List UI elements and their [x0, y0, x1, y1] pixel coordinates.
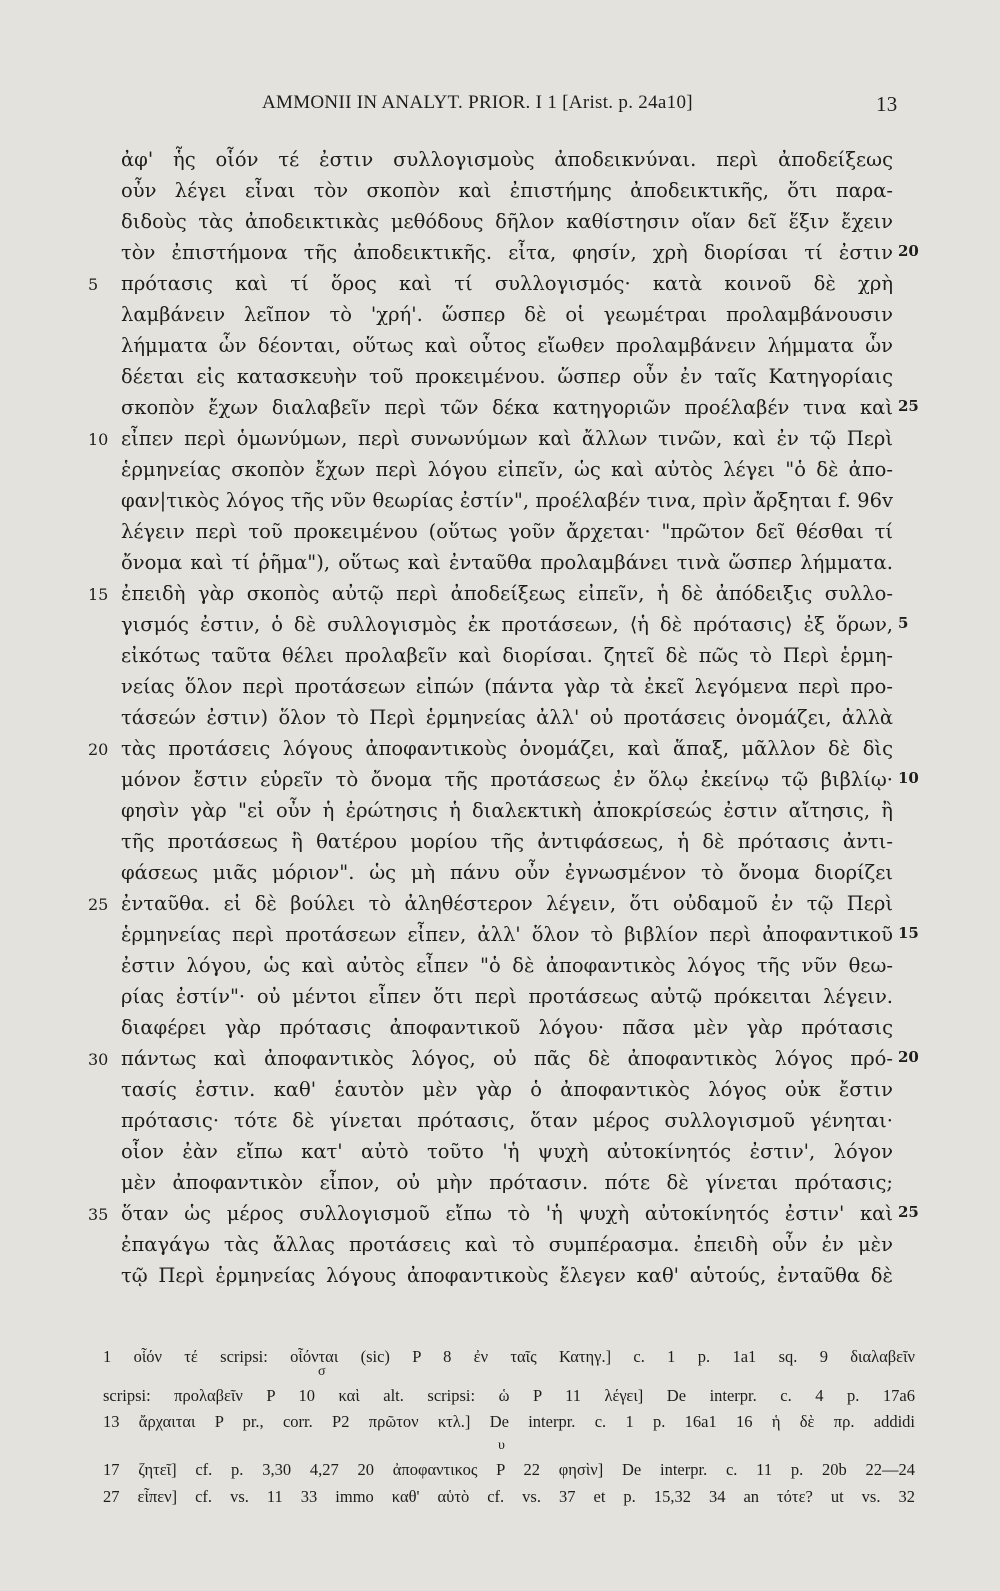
- margin-number: 5: [898, 614, 909, 632]
- margin-number: 25: [898, 1203, 919, 1221]
- margin-number: 20: [898, 1048, 919, 1066]
- apparatus-line: 17 ζητεῖ] cf. p. 3,30 4,27 20 ἀποφαντικος P 22 φησὶν] De interpr. c. 11 p. 20b 22—24: [103, 1460, 915, 1479]
- line-number: 30: [88, 1050, 109, 1069]
- text-line: οἷον ἐὰν εἴπω κατ' αὐτὸ τοῦτο 'ἡ ψυχὴ αὐτοκίνητός ἐστιν', λόγον: [121, 1140, 893, 1163]
- text-line: δέεται εἰς κατασκευὴν τοῦ προκειμένου. ὥσπερ οὖν ἐν ταῖς Κατηγορίαις: [121, 365, 893, 388]
- page-header: [0, 92, 1000, 122]
- margin-number: 10: [898, 769, 919, 787]
- margin-number: 15: [898, 924, 919, 942]
- apparatus-line: scripsi: προλαβεῖν P 10 καὶ alt. scripsi: ὡ P 11 λέγει] De interpr. c. 4 p. 17a6: [103, 1386, 915, 1405]
- page-number: 13: [876, 92, 898, 116]
- text-line: ἐπαγάγω τὰς ἄλλας προτάσεις καὶ τὸ συμπέρασμα. ἐπειδὴ οὖν ἐν μὲν: [121, 1233, 893, 1256]
- text-line: τὸν ἐπιστήμονα τῆς ἀποδεικτικῆς. εἶτα, φησίν, χρὴ διορίσαι τί ἐστιν: [121, 241, 893, 264]
- text-line: τῷ Περὶ ἑρμηνείας λόγους ἀποφαντικοὺς ἔλεγεν καθ' αὑτούς, ἐνταῦθα δὲ: [121, 1264, 893, 1287]
- apparatus-line: 13 ἄρχαιται P pr., corr. P2 πρῶτον κτλ.] De interpr. c. 1 p. 16a1 16 ἡ δὲ πρ. addidi: [103, 1412, 915, 1431]
- line-number: 20: [88, 740, 109, 759]
- text-line: λέγειν περὶ τοῦ προκειμένου (οὕτως γοῦν ἄρχεται· "πρῶτον δεῖ θέσθαι τί: [121, 520, 893, 543]
- line-number: 5: [88, 275, 99, 294]
- line-number: 25: [88, 895, 109, 914]
- text-line: τὰς προτάσεις λόγους ἀποφαντικοὺς ὀνομάζει, καὶ ἅπαξ, μᾶλλον δὲ δὶς: [121, 737, 893, 760]
- text-line: ὄνομα καὶ τί ῥῆμα"), οὕτως καὶ ἐνταῦθα προλαμβάνει τινὰ ὥσπερ λήμματα.: [121, 551, 893, 574]
- text-line: πρότασις καὶ τί ὅρος καὶ τί συλλογισμός· κατὰ κοινοῦ δὲ χρὴ: [121, 272, 893, 295]
- text-line: γισμός ἐστιν, ὁ δὲ συλλογισμὸς ἐκ προτάσεων, ⟨ἡ δὲ πρότασις⟩ ἐξ ὅρων,: [121, 613, 893, 636]
- text-line: τῆς προτάσεως ἢ θατέρου μορίου τῆς ἀντιφάσεως, ἡ δὲ πρότασις ἀντι-: [121, 830, 893, 853]
- text-line: ἑρμηνείας σκοπὸν ἔχων περὶ λόγου εἰπεῖν, ὡς καὶ αὐτὸς λέγει "ὁ δὲ ἀπο-: [121, 458, 893, 481]
- text-line: πάντως καὶ ἀποφαντικὸς λόγος, οὐ πᾶς δὲ ἀποφαντικὸς λόγος πρό-: [121, 1047, 893, 1070]
- line-number: 35: [88, 1205, 109, 1224]
- text-line: ἑρμηνείας περὶ προτάσεων εἶπεν, ἀλλ' ὅλον τὸ βιβλίον περὶ ἀποφαντικοῦ: [121, 923, 893, 946]
- text-line: εἶπεν περὶ ὁμωνύμων, περὶ συνωνύμων καὶ ἄλλων τινῶν, καὶ ἐν τῷ Περὶ: [121, 427, 893, 450]
- text-line: νείας ὅλον περὶ προτάσεων εἰπών (πάντα γὰρ τὰ ἐκεῖ λεγόμενα περὶ προ-: [121, 675, 893, 698]
- text-line: σκοπὸν ἔχων διαλαβεῖν περὶ τῶν δέκα κατηγοριῶν προέλαβέν τινα καὶ: [121, 396, 893, 419]
- text-line: ἐπειδὴ γὰρ σκοπὸς αὐτῷ περὶ ἀποδείξεως εἰπεῖν, ἡ δὲ ἀπόδειξις συλλο-: [121, 582, 893, 605]
- apparatus-superscript: υ: [498, 1438, 505, 1453]
- text-line: τασίς ἐστιν. καθ' ἑαυτὸν μὲν γὰρ ὁ ἀποφαντικὸς λόγος οὐκ ἔστιν: [121, 1078, 893, 1101]
- text-line: φαν|τικὸς λόγος τῆς νῦν θεωρίας ἐστίν", προέλαβέν τινα, πρὶν ἄρξηται f. 96v: [121, 489, 893, 512]
- text-line: διδοὺς τὰς ἀποδεικτικὰς μεθόδους δῆλον καθίστησιν οἵαν δεῖ ἕξιν ἔχειν: [121, 210, 893, 233]
- text-line: φάσεως μιᾶς μόριον". ὡς μὴ πάνυ οὖν ἐγνωσμένον τὸ ὄνομα διορίζει: [121, 861, 893, 884]
- text-line: ρίας ἐστίν"· οὐ μέντοι εἶπεν ὅτι περὶ προτάσεως αὐτῷ πρόκειται λέγειν.: [121, 985, 893, 1008]
- text-line: διαφέρει γὰρ πρότασις ἀποφαντικοῦ λόγου· πᾶσα μὲν γὰρ πρότασις: [121, 1016, 893, 1039]
- text-line: εἰκότως ταῦτα θέλει προλαβεῖν καὶ διορίσαι. ζητεῖ δὲ πῶς τὸ Περὶ ἑρμη-: [121, 644, 893, 667]
- running-title: AMMONII IN ANALYT. PRIOR. I 1 [Arist. p. 24a10]: [262, 92, 693, 113]
- margin-number: 20: [898, 242, 919, 260]
- text-line: πρότασις· τότε δὲ γίνεται πρότασις, ὅταν μέρος συλλογισμοῦ γένηται·: [121, 1109, 893, 1132]
- apparatus-superscript: σ: [318, 1364, 326, 1379]
- line-number: 10: [88, 430, 109, 449]
- margin-number: 25: [898, 397, 919, 415]
- text-line: ὅταν ὡς μέρος συλλογισμοῦ εἴπω τὸ 'ἡ ψυχὴ αὐτοκίνητός ἐστιν' καὶ: [121, 1202, 893, 1225]
- text-line: ἀφ' ἧς οἷόν τέ ἐστιν συλλογισμοὺς ἀποδεικνύναι. περὶ ἀποδείξεως: [121, 148, 893, 171]
- apparatus-line: 1 οἷόν τέ scripsi: οἷόνται (sic) P 8 ἐν ταῖς Κατηγ.] c. 1 p. 1a1 sq. 9 διαλαβεῖν: [103, 1347, 915, 1366]
- line-number: 15: [88, 585, 109, 604]
- text-line: ἐνταῦθα. εἰ δὲ βούλει τὸ ἀληθέστερον λέγειν, ὅτι οὐδαμοῦ ἐν τῷ Περὶ: [121, 892, 893, 915]
- apparatus-line: 27 εἶπεν] cf. vs. 11 33 immo καθ' αὑτὸ cf. vs. 37 et p. 15,32 34 an τότε? ut vs. 32: [103, 1487, 915, 1506]
- text-line: φησὶν γὰρ "εἰ οὖν ἡ ἐρώτησις ἡ διαλεκτικὴ ἀποκρίσεώς ἐστιν αἴτησις, ἢ: [121, 799, 893, 822]
- text-line: μόνον ἔστιν εὑρεῖν τὸ ὄνομα τῆς προτάσεως ἐν ὅλῳ ἐκείνῳ τῷ βιβλίῳ·: [121, 768, 893, 791]
- text-line: ἐστιν λόγου, ὡς καὶ αὐτὸς εἶπεν "ὁ δὲ ἀποφαντικὸς λόγος τῆς νῦν θεω-: [121, 954, 893, 977]
- text-line: λήμματα ὧν δέονται, οὕτως καὶ οὗτος εἴωθεν προλαμβάνειν λήμματα ὧν: [121, 334, 893, 357]
- text-line: τάσεών ἐστιν) ὅλον τὸ Περὶ ἑρμηνείας ἀλλ' οὐ προτάσεις ὀνομάζει, ἀλλὰ: [121, 706, 893, 729]
- text-line: μὲν ἀποφαντικὸν εἶπον, οὐ μὴν πρότασιν. πότε δὲ γίνεται πρότασις;: [121, 1171, 893, 1194]
- text-line: οὖν λέγει εἶναι τὸν σκοπὸν καὶ ἐπιστήμης ἀποδεικτικῆς, ὅτι παρα-: [121, 179, 893, 202]
- text-line: λαμβάνειν λεῖπον τὸ 'χρή'. ὥσπερ δὲ οἱ γεωμέτραι προλαμβάνουσιν: [121, 303, 893, 326]
